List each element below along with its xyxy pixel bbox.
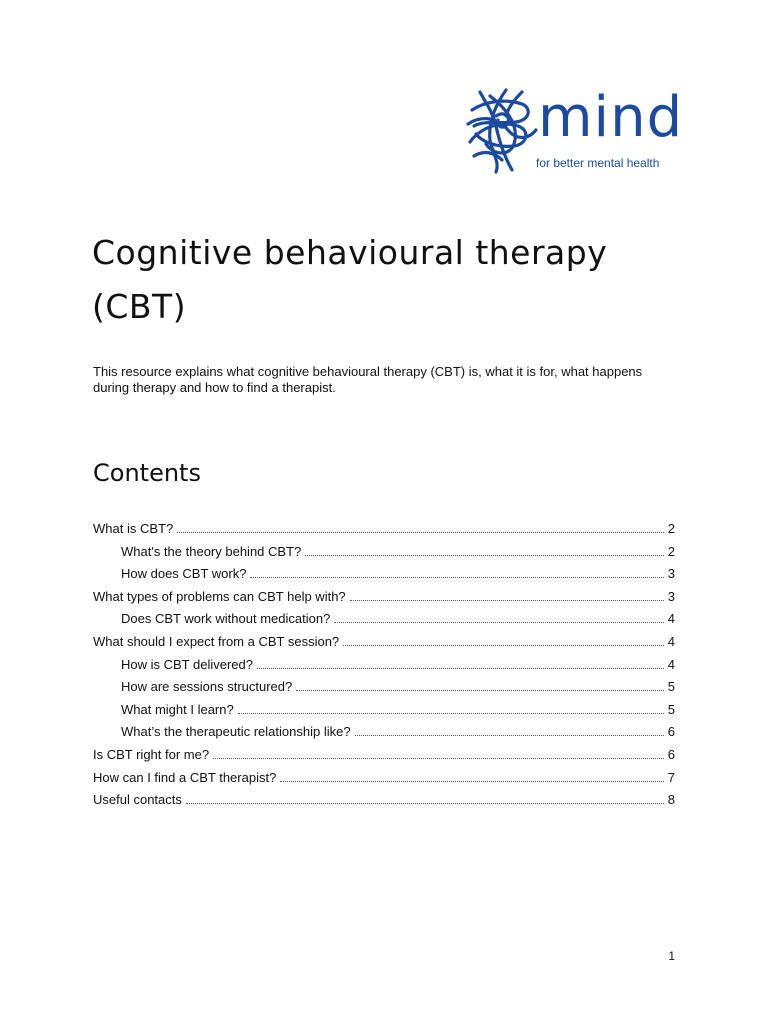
toc-entry-label: How does CBT work?	[121, 566, 247, 582]
toc-entry[interactable]	[93, 721, 675, 744]
toc-entry-page: 2	[667, 521, 675, 536]
toc-entry-page: 3	[667, 588, 675, 604]
toc-entry-page: 2	[667, 543, 675, 559]
toc-dot-leader	[177, 532, 664, 533]
toc-entry-label: How can I find a CBT therapist?	[93, 769, 277, 785]
document-title: Cognitive behavioural therapy (CBT)	[92, 233, 608, 326]
toc-entry-page: 3	[667, 566, 675, 582]
toc-entry-label: How is CBT delivered?	[121, 656, 253, 672]
toc-entry-label: Is CBT right for me?	[93, 746, 210, 762]
toc-entry-page: 4	[667, 611, 675, 627]
toc-entry-label: What types of problems can CBT help with?	[93, 588, 346, 604]
toc-entry[interactable]	[93, 631, 675, 654]
toc-entry[interactable]	[93, 767, 675, 790]
toc-entry-label: How are sessions structured?	[121, 679, 293, 695]
toc-entry[interactable]	[93, 789, 675, 812]
toc-entry[interactable]	[93, 699, 675, 722]
logo-wordmark: mind	[538, 85, 684, 150]
toc-dot-leader	[334, 622, 663, 623]
toc-dot-leader	[343, 645, 664, 646]
intro-paragraph: This resource explains what cognitive behavioural therapy (CBT) is, what it is for, what happens during therapy and how to find a therapist.	[93, 364, 643, 395]
toc-entry[interactable]	[93, 563, 675, 586]
toc-entry[interactable]	[93, 744, 675, 767]
mind-logo	[466, 85, 684, 176]
toc-entry-label: What is CBT?	[93, 521, 174, 536]
toc-dot-leader	[186, 803, 664, 804]
toc-entry-page: 4	[667, 633, 675, 649]
toc-entry-page: 5	[667, 679, 675, 695]
toc-entry[interactable]	[93, 586, 675, 609]
toc-entry-label: What's the theory behind CBT?	[121, 543, 302, 559]
toc-dot-leader	[213, 758, 664, 759]
toc-entry-label: Useful contacts	[93, 792, 182, 808]
toc-dot-leader	[296, 690, 664, 691]
toc-entry-label: What’s the therapeutic relationship like?	[121, 724, 351, 740]
table-of-contents	[93, 518, 675, 812]
toc-dot-leader	[355, 735, 664, 736]
toc-entry-page: 6	[667, 746, 675, 762]
mind-scribble-icon	[466, 86, 538, 176]
toc-entry-label: What should I expect from a CBT session?	[93, 633, 340, 649]
toc-entry-page: 6	[667, 724, 675, 740]
toc-dot-leader	[238, 713, 664, 714]
toc-dot-leader	[305, 555, 664, 556]
toc-entry-page: 4	[667, 656, 675, 672]
toc-dot-leader	[350, 600, 664, 601]
contents-heading: Contents	[93, 459, 201, 487]
toc-entry[interactable]	[93, 541, 675, 564]
page-number: 1	[668, 949, 675, 963]
toc-entry[interactable]	[93, 518, 675, 541]
toc-entry[interactable]	[93, 608, 675, 631]
toc-entry-label: What might I learn?	[121, 701, 234, 717]
toc-entry-page: 5	[667, 701, 675, 717]
toc-entry[interactable]	[93, 676, 675, 699]
toc-entry-label: Does CBT work without medication?	[121, 611, 331, 627]
toc-dot-leader	[280, 781, 663, 782]
toc-dot-leader	[250, 577, 663, 578]
toc-entry[interactable]	[93, 654, 675, 677]
logo-tagline: for better mental health	[536, 156, 660, 170]
toc-entry-page: 8	[667, 792, 675, 808]
toc-entry-page: 7	[667, 769, 675, 785]
toc-dot-leader	[257, 668, 664, 669]
